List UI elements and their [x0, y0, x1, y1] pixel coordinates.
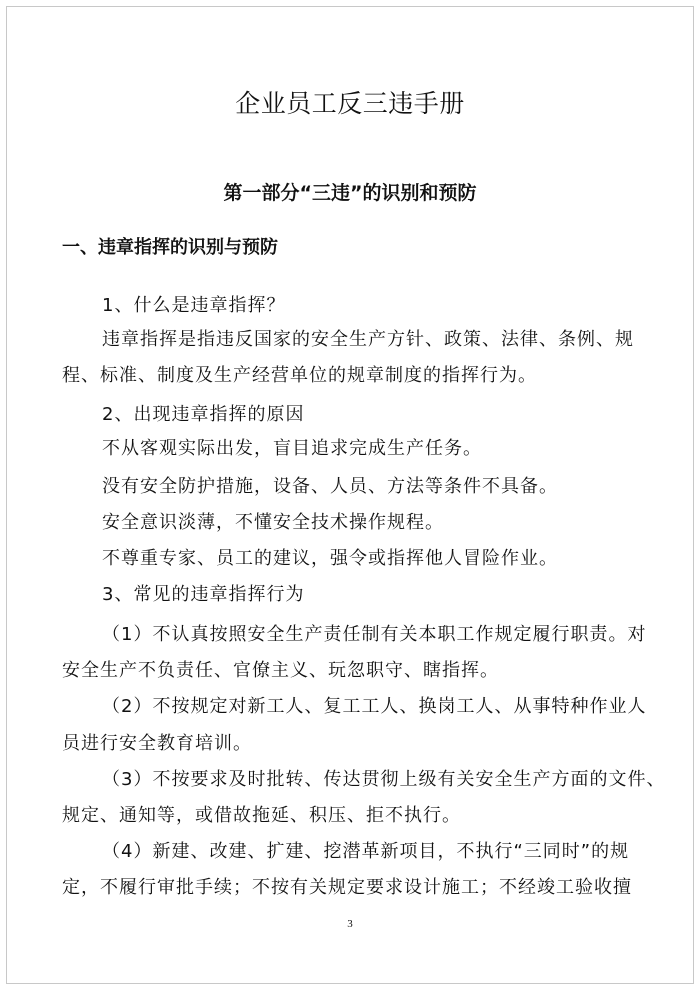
document-title: 企业员工反三违手册	[235, 89, 465, 118]
paragraph-line: 违章指挥是指违反国家的安全生产方针、政策、法律、条例、规	[102, 329, 634, 350]
paragraph-line: 程、标准、制度及生产经营单位的规章制度的指挥行为。	[62, 365, 537, 386]
paragraph-line: 没有安全防护措施，设备、人员、方法等条件不具备。	[102, 476, 558, 497]
section-title: 一、违章指挥的识别与预防	[62, 237, 278, 258]
list-item-line: 安全生产不负责任、官僚主义、玩忽职守、瞎指挥。	[62, 660, 499, 681]
paragraph-line: 不尊重专家、员工的建议，强令或指挥他人冒险作业。	[102, 548, 558, 569]
list-item-line: （3）不按要求及时批转、传达贯彻上级有关安全生产方面的文件、	[102, 769, 666, 790]
list-item-line: （1）不认真按照安全生产责任制有关本职工作规定履行职责。对	[102, 624, 647, 645]
list-item-line: （4）新建、改建、扩建、挖潜革新项目，不执行“三同时”的规	[102, 841, 630, 862]
paragraph-line: 不从客观实际出发，盲目追求完成生产任务。	[102, 438, 482, 459]
list-item-line: 规定、通知等，或借故拖延、积压、拒不执行。	[62, 805, 461, 826]
subheading-what-is: 1、什么是违章指挥？	[102, 295, 286, 316]
list-item-line: 员进行安全教育培训。	[62, 733, 252, 754]
page-number: 3	[347, 918, 353, 930]
list-item-line: 定，不履行审批手续；不按有关规定要求设计施工；不经竣工验收擅	[62, 877, 632, 898]
list-item-line: （2）不按规定对新工人、复工工人、换岗工人、从事特种作业人	[102, 696, 647, 717]
paragraph-line: 安全意识淡薄，不懂安全技术操作规程。	[102, 512, 444, 533]
subheading-causes: 2、出现违章指挥的原因	[102, 404, 305, 425]
subheading-common-behaviors: 3、常见的违章指挥行为	[102, 584, 305, 605]
part-title: 第一部分“三违”的识别和预防	[223, 182, 477, 204]
